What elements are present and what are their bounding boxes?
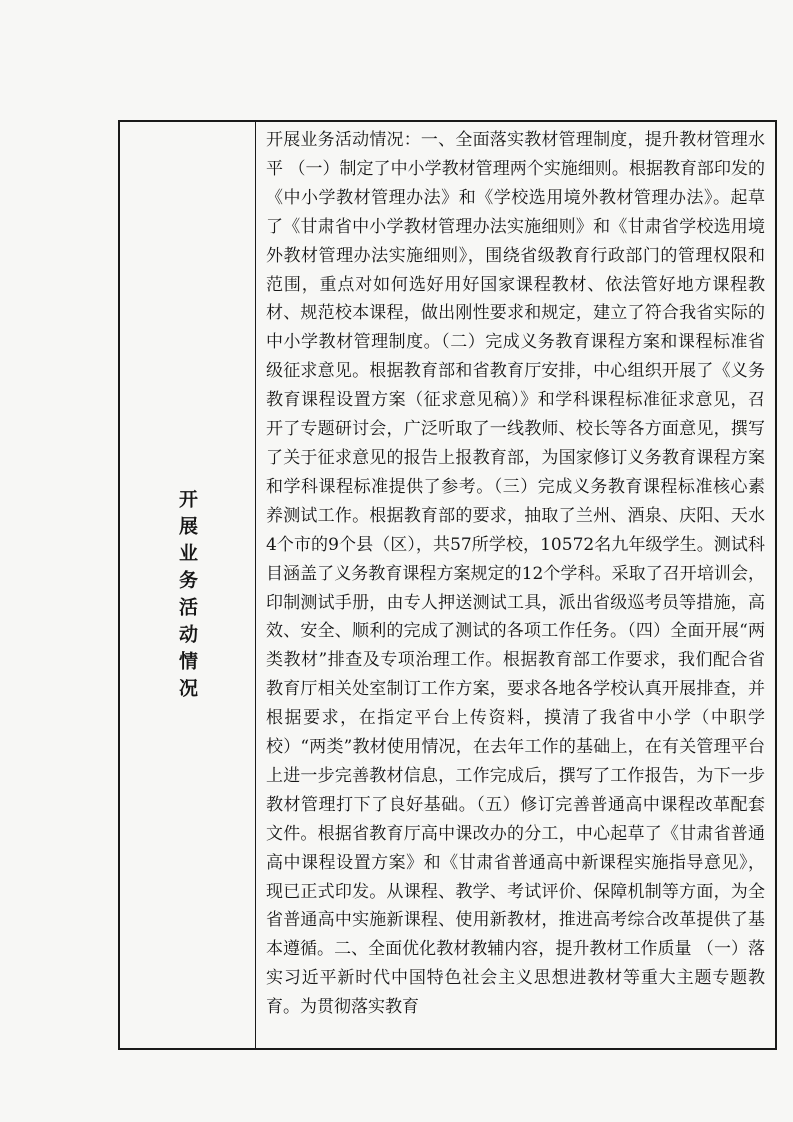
activity-description: 开展业务活动情况：一、全面落实教材管理制度，提升教材管理水平 （一）制定了中小学教材管理两个实施细则。根据教育部印发的《中小学教材管理办法》和《学校选用境外教材管理办法》。起草了《甘肃省中小学教材管理办法实施细则》和《甘肃省学校选用境外教材管理办法实施细则》，围绕省级教育行政部门的管理权限和范围，重点对如何选好用好国家课程教材、依法管好地方课程教材、规范校本课程，做出刚性要求和规定，建立了符合我省实际的中小学教材管理制度。（二）完成义务教育课程方案和课程标准省级征求意见。根据教育部和省教育厅安排，中心组织开展了《义务教育课程设置方案（征求意见稿）》和学科课程标准征求意见，召开了专题研讨会，广泛听取了一线教师、校长等各方面意见，撰写了关于征求意见的报告上报教育部，为国家修订义务教育课程方案和学科课程标准提供了参考。（三）完成义务教育课程标准核心素养测试工作。根据教育部的要求，抽取了兰州、酒泉、庆阳、天水4个市的9个县（区），共57所学校，10572名九年级学生。测试科目涵盖了义务教育课程方案规定的12个学科。采取了召开培训会，印制测试手册，由专人押送测试工具，派出省级巡考员等措施，高效、安全、顺利的完成了测试的各项工作任务。（四）全面开展“两类教材”排查及专项治理工作。根据教育部工作要求，我们配合省教育厅相关处室制订工作方案，要求各地各学校认真开展排查，并根据要求，在指定平台上传资料，摸清了我省中小学（中职学校）“两类”教材使用情况，在去年工作的基础上，在有关管理平台上进一步完善教材信息，工作完成后，撰写了工作报告，为下一步教材管理打下了良好基础。（五）修订完善普通高中课程改革配套文件。根据省教育厅高中课改办的分工，中心起草了《甘肃省普通高中课程设置方案》和《甘肃省普通高中新课程实施指导意见》，现已正式印发。从课程、教学、考试评价、保障机制等方面，为全省普通高中实施新课程、使用新教材，推进高考综合改革提供了基本遵循。二、全面优化教材教辅内容，提升教材工作质量 （一）落实习近平新时代中国特色社会主义思想进教材等重大主题专题教育。为贯彻落实教育 bbox=[266, 130, 765, 1018]
row-content-cell bbox=[256, 122, 775, 1048]
row-label-cell bbox=[120, 122, 256, 1048]
activity-report-table bbox=[118, 120, 777, 1050]
row-label: 开展业务活动情况 bbox=[176, 489, 198, 705]
